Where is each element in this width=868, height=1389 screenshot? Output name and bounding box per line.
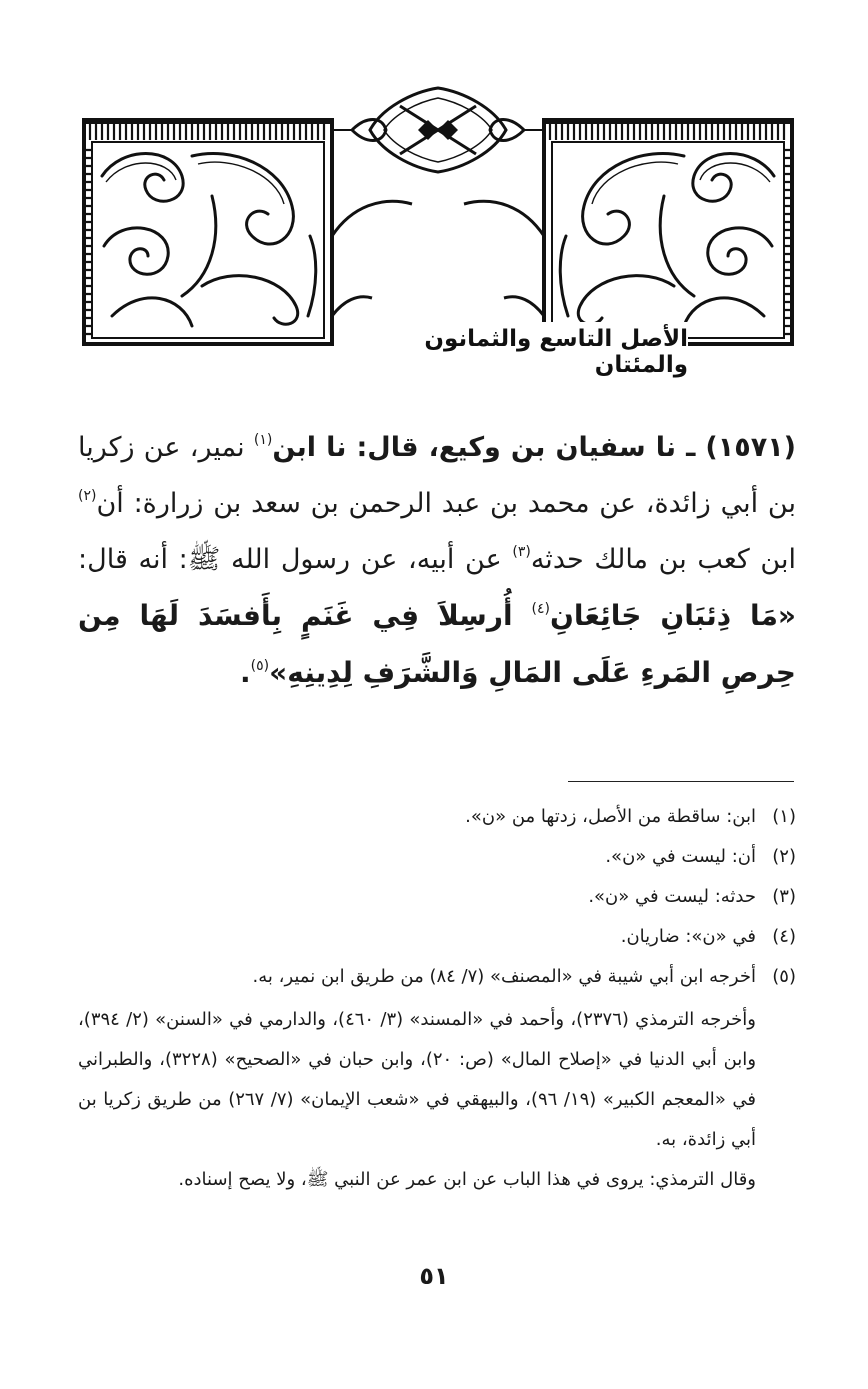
footnote-number: (٥) — [772, 966, 796, 987]
footnote-number: (٤) — [772, 926, 796, 947]
footnote — [78, 800, 796, 834]
hadith-text-segment: ـ نا سفيان بن وكيع، قال: نا ابن — [272, 432, 706, 463]
footnote — [78, 920, 796, 954]
hadith-text-segment: ابن كعب بن مالك حدثه — [530, 544, 797, 575]
footnote-ref[interactable]: (٣) — [512, 544, 531, 560]
hadith-number: (١٥٧١) — [705, 432, 797, 463]
footnote — [78, 880, 796, 914]
footnote-text: في «ن»: ضاريان. — [620, 926, 756, 947]
chapter-header-ornament — [82, 86, 794, 378]
arabesque-ornament-icon — [82, 86, 794, 348]
footnote-ref[interactable]: (٥) — [250, 658, 270, 674]
footnote-divider — [568, 781, 794, 782]
footnote-ref[interactable]: (١) — [253, 432, 273, 448]
footnote-text: ابن: ساقطة من الأصل، زدتها من «ن». — [465, 806, 756, 827]
footnote — [78, 840, 796, 874]
footnote-ref[interactable]: (٤) — [531, 601, 550, 617]
footnote-number: (٣) — [772, 886, 796, 907]
footnote-number: (١) — [772, 806, 796, 827]
footnote-ref[interactable]: (٢) — [78, 488, 97, 504]
hadith-text-segment: عن أبيه، عن رسول الله ﷺ: أنه قال: — [78, 544, 513, 575]
prophetic-quote: «مَا ذِئبَانِ جَائِعَانِ — [549, 599, 796, 632]
footnote-number: (٢) — [772, 846, 796, 867]
hadith-text-end: . — [240, 656, 251, 689]
footnote-text: أن: ليست في «ن». — [605, 846, 756, 867]
hadith-text-segment: نمير، عن زكريا بن أبي زائدة، عن محمد بن عبد الرحمن بن سعد بن زرارة: أن — [78, 432, 796, 519]
footnote-continuation: وأخرجه الترمذي (٢٣٧٦)، وأحمد في «المسند» (٣/ ٤٦٠)، والدارمي في «السنن» (٢/ ٣٩٤)، وابن أبي الدنيا في «إصلاح المال» (ص: ٢٠)، وابن حبان في «الصحيح» (٣٢٢٨)، والطبراني في «المعجم الكبير» (١٩/ ٩٦)، والبيهقي في «شعب الإيمان» (٧/ ٢٦٧) من طريق زكريا بن أبي زائدة، به. — [78, 1009, 757, 1150]
prophetic-quote: أُرسِلاَ فِي غَنَمٍ بِأَفسَدَ لَهَا مِن حِرصِ المَرءِ عَلَى المَالِ وَالشَّرَفِ لِدِينِهِ» — [78, 599, 796, 689]
footnote-tirmidhi-remark: وقال الترمذي: يروى في هذا الباب عن ابن عمر عن النبي ﷺ، ولا يصح إسناده. — [178, 1169, 756, 1190]
footnote-text: أخرجه ابن أبي شيبة في «المصنف» (٧/ ٨٤) من طريق ابن نمير، به. — [252, 966, 756, 987]
footnotes — [78, 800, 796, 1200]
chapter-title: الأصل التاسع والثمانون والمئتان — [352, 322, 688, 382]
page-number: ٥١ — [419, 1262, 449, 1290]
footnote-text: حدثه: ليست في «ن». — [588, 886, 756, 907]
footnote — [78, 960, 796, 994]
hadith-text — [78, 420, 796, 702]
